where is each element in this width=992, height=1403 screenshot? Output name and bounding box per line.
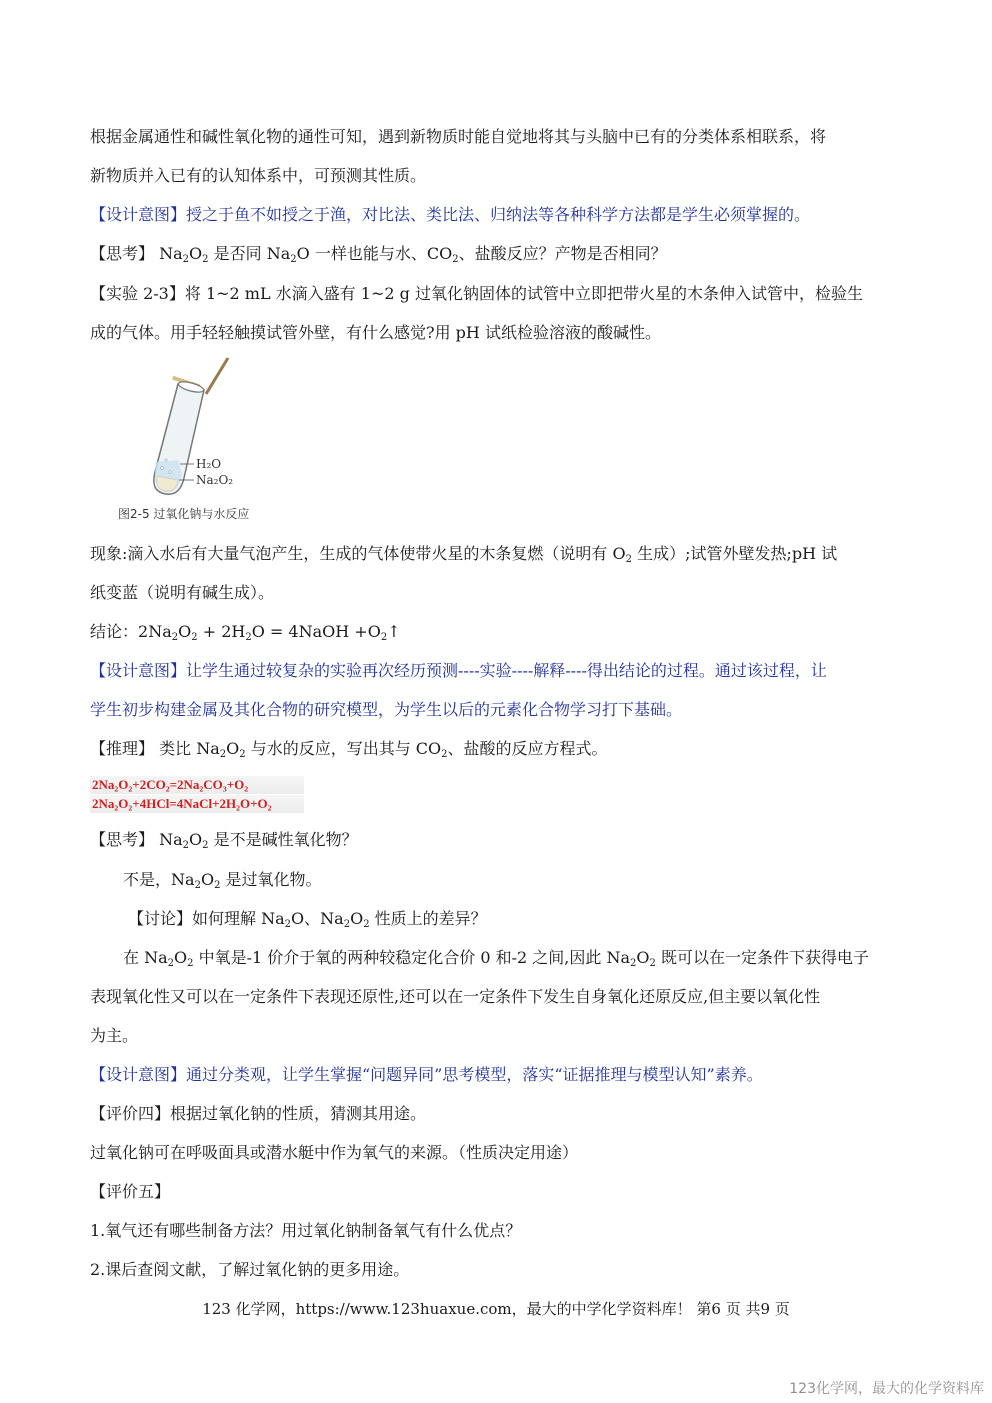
phenomenon-line: 纸变蓝（说明有碱生成）。 bbox=[90, 583, 275, 602]
design-intent-3: 【设计意图】通过分类观，让学生掌握“问题异同”思考模型，落实“证据推理与模型认知”素养。 bbox=[90, 1065, 763, 1084]
think-question-2: 【思考】 $Na_2O_2$ 是不是碱性氧化物？ bbox=[90, 830, 358, 851]
design-intent-1: 【设计意图】授之于鱼不如授之于渔，对比法、类比法、归纳法等各种科学方法都是学生必须掌握的。 bbox=[90, 205, 811, 224]
phenomenon-line: 现象:滴入水后有大量气泡产生，生成的气体使带火星的木条复燃（说明有 $O_2$ 生成）;试管外壁发热;pH 试 bbox=[90, 544, 838, 565]
evaluation-5: 【评价五】 bbox=[90, 1182, 171, 1201]
evaluation-4: 【评价四】根据过氧化钠的性质，猜测其用途。 bbox=[90, 1104, 427, 1123]
explanation-line: 为主。 bbox=[90, 1026, 139, 1045]
design-intent-2: 学生初步构建金属及其化合物的研究模型，为学生以后的元素化合物学习打下基础。 bbox=[90, 700, 683, 719]
conclusion-equation: 结论：$2Na_2O_2 + 2H_2O$ = 4NaOH $+O_2↑$ bbox=[90, 622, 401, 643]
question-2: 2.课后查阅文献，了解过氧化钠的更多用途。 bbox=[90, 1260, 410, 1279]
watermark: 123化学网，最大的化学资料库 bbox=[789, 1381, 984, 1397]
red-equation-2: 2Na₂O₂+4HCl=4NaCl+2H₂O+O₂ bbox=[90, 795, 304, 813]
experiment-text: 成的气体。用手轻轻触摸试管外壁，有什么感觉?用 pH 试纸检验溶液的酸碱性。 bbox=[90, 323, 661, 342]
explanation-line: 在 $Na_2O_2$ 中氧是-1 价介于氧的两种较稳定化合价 0 和-2 之间,因此 $Na_2O_2$ 既可以在一定条件下获得电子 bbox=[123, 948, 870, 969]
explanation-line: 表现氧化性又可以在一定条件下表现还原性,还可以在一定条件下发生自身氧化还原反应,但主要以氧化性 bbox=[90, 987, 821, 1006]
think-question-1: 【思考】 $Na_2O_2$ 是否同 $Na_2O$ 一样也能与水、$CO_2$、盐酸反应？产物是否相同？ bbox=[90, 244, 667, 265]
discussion-line: 【讨论】如何理解 $Na_2O$、$Na_2O_2$ 性质上的差异？ bbox=[128, 909, 487, 930]
red-equation-1: 2Na₂O₂+2CO₂=2Na₂CO₃+O₂ bbox=[90, 776, 304, 794]
answer-line: 不是，$Na_2O_2$ 是过氧化物。 bbox=[123, 870, 322, 891]
paragraph-line: 新物质并入已有的认知体系中，可预测其性质。 bbox=[90, 166, 427, 185]
question-1: 1.氧气还有哪些制备方法？用过氧化钠制备氧气有什么优点？ bbox=[90, 1221, 522, 1240]
label-na2o2: Na₂O₂ bbox=[196, 473, 234, 487]
design-intent-2: 【设计意图】让学生通过较复杂的实验再次经历预测----实验----解释----得出结论的过程。通过该过程，让 bbox=[90, 661, 827, 680]
test-tube-figure bbox=[100, 350, 300, 530]
label-h2o: H₂O bbox=[196, 457, 222, 471]
figure-caption: 图2-5 过氧化钠与水反应 bbox=[118, 507, 250, 521]
experiment-text: 【实验 2-3】将 1~2 mL 水滴入盛有 1~2 g 过氧化钠固体的试管中立即把带火星的木条伸入试管中，检验生 bbox=[90, 284, 863, 303]
usage-line: 过氧化钠可在呼吸面具或潜水艇中作为氧气的来源。（性质决定用途） bbox=[90, 1143, 579, 1162]
page-footer: 123 化学网，https://www.123huaxue.com，最大的中学化学资料库！ 第6 页 共9 页 bbox=[202, 1300, 790, 1318]
paragraph-line: 根据金属通性和碱性氧化物的通性可知，遇到新物质时能自觉地将其与头脑中已有的分类体系相联系，将 bbox=[90, 127, 827, 146]
inference-line: 【推理】 类比 $Na_2O_2$ 与水的反应，写出其与 $CO_2$、盐酸的反应方程式。 bbox=[90, 739, 608, 760]
